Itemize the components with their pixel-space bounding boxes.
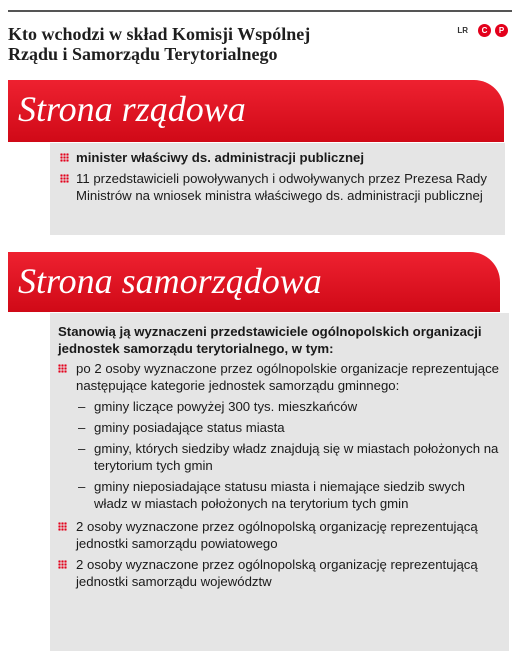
sub-list-item	[58, 440, 499, 474]
top-rule	[8, 10, 512, 12]
list-item	[58, 556, 499, 590]
dash-icon: –	[78, 420, 86, 435]
credit	[457, 24, 508, 37]
section-heading-government: Strona rządowa	[8, 80, 504, 142]
sub-list-item	[58, 478, 499, 512]
dash-icon: –	[78, 441, 86, 456]
dash-icon: –	[78, 399, 86, 414]
government-panel	[50, 143, 505, 235]
bullet-icon	[58, 364, 67, 373]
sub-list-item-text: gminy, których siedziby władz znajdują się w miastach położonych na terytorium tych gmin	[94, 441, 499, 473]
bullet-icon	[58, 560, 67, 569]
list-item-text: minister właściwy ds. administracji publicznej	[76, 150, 365, 165]
section-heading-local: Strona samorządowa	[8, 252, 500, 312]
list-item	[58, 360, 499, 394]
list-item	[60, 149, 495, 166]
title-line-2: Rządu i Samorządu Terytorialnego	[8, 44, 278, 64]
sub-list-item-text: gminy posiadające status miasta	[94, 420, 285, 435]
local-panel	[50, 313, 509, 651]
page-title	[8, 24, 448, 64]
list-item-text: po 2 osoby wyznaczone przez ogólnopolskie organizacje reprezentujące następujące kategorie jednostek samorządu gminnego:	[76, 361, 499, 393]
bullet-icon	[60, 174, 69, 183]
sub-list-item-text: gminy nieposiadające statusu miasta i niemające siedzib swych władz w miastach położonych na terytorium tych gmin	[94, 479, 465, 511]
bullet-icon	[58, 522, 67, 531]
title-line-1: Kto wchodzi w skład Komisji Wspólnej	[8, 24, 311, 44]
credit-initials: LR	[457, 26, 468, 35]
list-item	[60, 170, 495, 204]
list-item-text: 2 osoby wyznaczone przez ogólnopolską organizację reprezentującą jednostki samorządu powiatowego	[76, 519, 478, 551]
p-mark-icon: P	[495, 24, 508, 37]
list-item-text: 11 przedstawicieli powoływanych i odwoływanych przez Prezesa Rady Ministrów na wniosek ministra właściwego ds. administracji publicznej	[76, 171, 487, 203]
section-intro: Stanowią ją wyznaczeni przedstawiciele ogólnopolskich organizacji jednostek samorządu terytorialnego, w tym:	[58, 324, 482, 356]
bullet-icon	[60, 153, 69, 162]
list-item	[58, 518, 499, 552]
copyright-icon: C	[478, 24, 491, 37]
list-item-text: 2 osoby wyznaczone przez ogólnopolską organizację reprezentującą jednostki samorządu województw	[76, 557, 478, 589]
sub-list-item-text: gminy liczące powyżej 300 tys. mieszkańców	[94, 399, 358, 414]
sub-list-item	[58, 398, 499, 415]
sub-list-item	[58, 419, 499, 436]
dash-icon: –	[78, 479, 86, 494]
